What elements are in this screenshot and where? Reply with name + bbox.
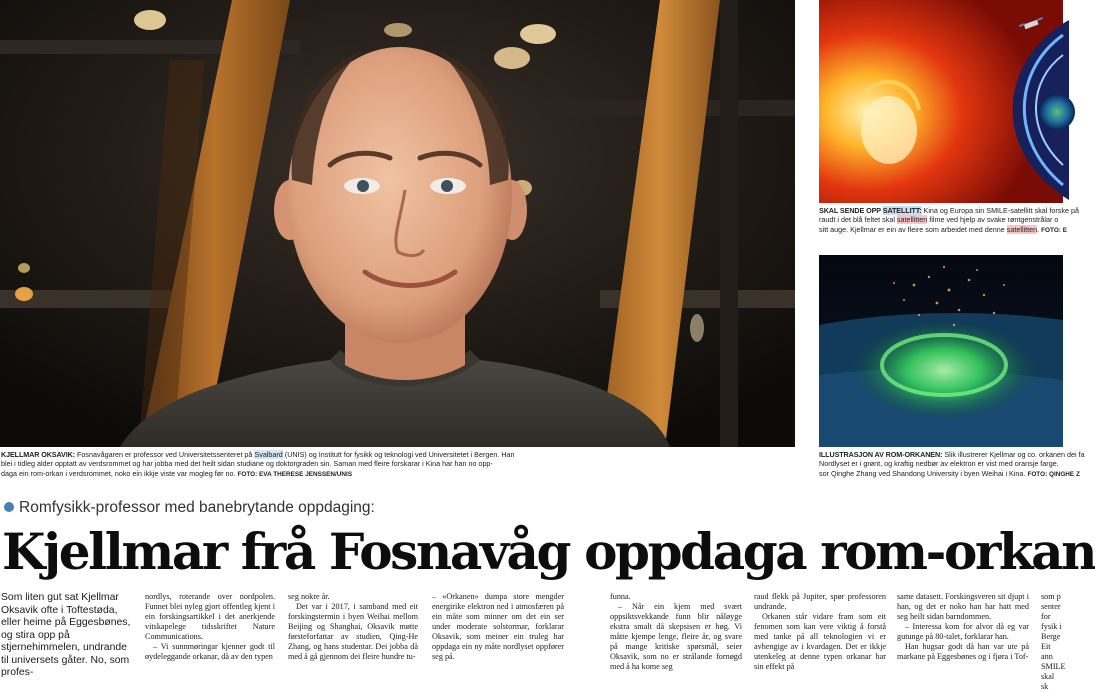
- body-paragraph: seg nokre år.: [288, 592, 330, 601]
- body-paragraph: Han hugsar godt då han var ute på markane på Eggesbønes og i fjøra i Tof-: [897, 642, 1029, 661]
- photo-credit: FOTO: QINGHE Z: [1027, 470, 1080, 478]
- article-column: [754, 592, 886, 671]
- article-headline: Kjellmar frå Fosnavåg oppdaga rom-orkan: [2, 522, 1095, 581]
- body-paragraph: som p senter for fysik i Berge Eit ann SMILE skal sk: [1041, 592, 1066, 691]
- caption-lead: ILLUSTRASJON AV ROM-ORKANEN:: [819, 450, 943, 459]
- caption-lead: SKAL SENDE OPP: [819, 206, 883, 215]
- caption-highlight: satellitten: [1006, 224, 1038, 234]
- article-column: [610, 592, 742, 671]
- body-paragraph: Det var i 2017, i samband med eit forskingstermin i byen Weihai mellom Beijing og Shanghai, Oksavik møtte førsteforfattar av studien, Qing-He Zhang, og hans studentar. Dei jobba då med å gå gjennom dei fleire hundre tu-: [288, 602, 418, 661]
- article-column-intro: [1, 592, 134, 678]
- article-column: [288, 592, 418, 661]
- article-column: [145, 592, 275, 661]
- article-column-cut: [1041, 592, 1066, 691]
- body-paragraph: funna.: [610, 592, 631, 601]
- body-paragraph: nordlys, roterande over nordpolen. Funnet blei nyleg gjort offentleg kjent i ein forskingsartikkel i det anerkjende vitskapelege tidsskriftet Nature Communications.: [145, 592, 275, 641]
- aurora-illustration-photo: [819, 255, 1063, 447]
- caption-text: Kina og Europa sin SMILE-satellitt skal forske på: [921, 206, 1079, 215]
- photo-credit: FOTO: E: [1041, 226, 1067, 234]
- caption-text: Slik illustrerer Kjellmar og co. orkanen dei fa: [942, 450, 1085, 459]
- body-paragraph: Som liten gut sat Kjellmar Oksavik ofte i Toftestøda, eller heime på Eggesbønes, og stira opp på stjernehimmelen, undrande til universets gåter. No, som profes-: [1, 592, 131, 678]
- body-paragraph: Orkanen står vidare fram som eit fenomen som kan vere viktig å forstå med tanke på all teknologien vi er avhengige av i kvardagen. Det er ikkje utenkeleg at denne typen orkanar har sin effekt på: [754, 612, 886, 671]
- caption-text: raudt i det blå feltet skal: [819, 215, 897, 225]
- caption-text: (UNIS) og Institutt for fysikk og teknologi ved Universitetet i Bergen. Han: [282, 450, 515, 459]
- aurora-photo-caption: [819, 450, 1085, 479]
- sun-magnetosphere-illustration-icon: [819, 0, 1063, 203]
- caption-lead: KJELLMAR OKSAVIK:: [1, 450, 76, 459]
- photo-credit: FOTO: EVA THERESE JENSSEN/UNIS: [237, 470, 353, 478]
- aurora-earth-illustration-icon: [819, 255, 1063, 447]
- body-paragraph: same datasett. Forskingsveren sit djupt i han, og det er noko han har hatt med seg heilt sidan barndommen.: [897, 592, 1029, 621]
- caption-highlight: Svalbard: [254, 450, 283, 459]
- article-column: [897, 592, 1029, 661]
- caption-text: sitt auge. Kjellmar er ein av fleire som arbeidet med denne: [819, 224, 1007, 234]
- body-paragraph: – Vi sunnmøringar kjenner godt til øydeleggande orkanar, då av den typen: [145, 642, 275, 661]
- bullet-dot-icon: [4, 502, 14, 512]
- body-paragraph: – Når ein kjem med svært oppsiktsvekkande funn blir nåløyge ekstra smalt då skepsisen er høg. Vi måtte kjempe lenge, fleire år, og svare på mange kritiske spørsmål, seier Oksavik, som no er strålande fornøgd med å ha kome seg: [610, 602, 742, 671]
- sun-illustration-photo: [819, 0, 1063, 203]
- caption-text: filme ved hjelp av svake røntgenstrålar o: [927, 215, 1059, 225]
- kicker-text: Romfysikk-professor med banebrytande oppdaging:: [19, 499, 375, 516]
- caption-text: daga ein rom-orkan i verdsrommet, noko ein ikkje viste var mogleg før no.: [1, 468, 238, 478]
- portrait-photo-icon: [0, 0, 795, 447]
- body-paragraph: – Interessa kom for alvor då eg var gutunge på 80-talet, forklarar han.: [897, 622, 1029, 641]
- caption-text: Nordlyset er i grønt, og kraftig nedbør av elektron er vist med oransje farge.: [819, 459, 1059, 469]
- sun-photo-caption: [819, 206, 1079, 235]
- body-paragraph: raud flekk på Jupiter, spør professoren undrande.: [754, 592, 886, 611]
- caption-text: .: [1037, 224, 1042, 234]
- body-paragraph: – «Orkanen» dumpa store mengder energirike elektron ned i atmosfæren på ein måte som minner om det ein ser under moderate solstormar, forklarar Oksavik, som meiner ein truleg har oppdaga ein ny måte nordlyset oppfører seg på.: [432, 592, 564, 661]
- caption-highlight: satellitten: [896, 215, 928, 225]
- caption-text: blei i tidleg alder opptatt av verdsrommet og har jobba med det heilt sidan studiane og doktorgraden sin. Saman med fleire forskarar i Kina har han no opp-: [1, 459, 493, 469]
- article-column: [432, 592, 564, 661]
- caption-text: sor Qinghe Zhang ved Shandong University i byen Weihai i Kina.: [819, 468, 1028, 478]
- main-photo-caption: [1, 450, 521, 479]
- article-kicker: [4, 499, 375, 517]
- caption-highlight: SATELLITT:: [882, 206, 922, 215]
- main-portrait-photo: [0, 0, 795, 447]
- caption-text: Fosnavågaren er professor ved Universitetssenteret på: [75, 450, 255, 459]
